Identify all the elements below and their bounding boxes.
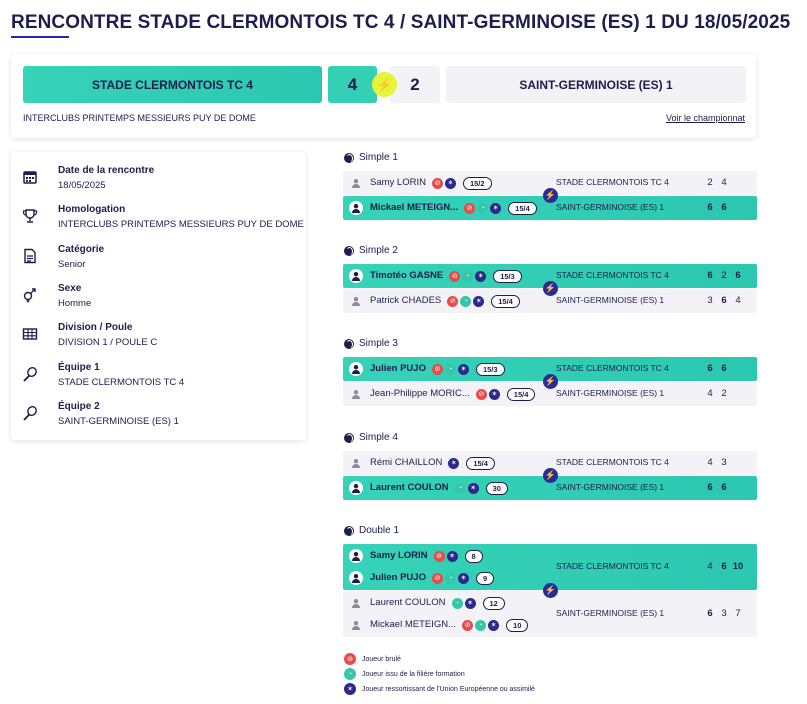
set-scores [703,482,731,493]
red-player-badge-icon: ⊘ [432,573,443,584]
set-score: 4 [707,388,713,399]
player-avatar-icon [349,176,363,190]
blue-player-badge-icon: ✶ [458,573,469,584]
tennis-ball-icon [344,526,354,536]
match-title-label: Simple 1 [359,152,398,163]
set-score: 3 [721,608,727,619]
blue-player-badge-icon: ✶ [488,620,499,631]
set-score: 3 [707,295,713,306]
green-player-badge-icon: ◔ [452,598,463,609]
set-score: 6 [707,608,713,619]
team-name: SAINT-GERMINOISE (ES) 1 [556,608,665,618]
away-score: 2 [390,66,440,103]
green-player-badge-icon: ◔ [475,620,486,631]
player-name[interactable]: Jean-Philippe MORIC... [370,388,470,399]
versus-bolt-icon: ⚡ [543,374,558,389]
player-ranking: 15/2 [463,177,492,190]
info-label: Équipe 2 [58,400,100,412]
legend-text: Joueur ressortissant de l'Union Européenne ou assimilé [362,685,535,693]
set-score: 4 [735,295,741,306]
document-icon [22,248,38,264]
legend-text: Joueur brulé [362,655,401,663]
player-name[interactable]: Mickael METEIGN... [370,619,457,630]
set-score: 2 [721,388,727,399]
set-scores [703,457,731,468]
set-score: 6 [707,202,713,213]
tennis-ball-icon [344,246,354,256]
player-avatar-icon [349,362,363,376]
player-name[interactable]: Julien PUJO [370,572,426,583]
legend-text: Joueur issu de la filière formation [362,670,465,678]
set-score: 4 [707,457,713,468]
player-name[interactable]: Julien PUJO [370,363,426,374]
page-title: RENCONTRE STADE CLERMONTOIS TC 4 / SAINT-GERMINOISE (ES) 1 DU 18/05/2025 [11,12,791,33]
set-scores [703,363,731,374]
versus-bolt-icon: ⚡ [543,188,558,203]
player-badges [432,573,469,584]
gender-icon [22,287,38,303]
racket-icon [22,366,38,382]
red-player-badge-icon: ⊘ [449,271,460,282]
player-ranking: 10 [506,619,528,632]
set-score: 6 [721,363,727,374]
green-player-badge-icon: ◔ [445,573,456,584]
blue-player-badge-icon: ✶ [473,296,484,307]
match-title-label: Simple 2 [359,245,398,256]
blue-player-badge-icon: ✶ [475,271,486,282]
player-ranking: 12 [483,597,505,610]
blue-player-badge-icon: ✶ [448,458,459,469]
blue-player-badge-icon: ✶ [489,389,500,400]
set-score: 3 [721,457,727,468]
green-player-badge-icon: ◔ [445,364,456,375]
set-scores [703,561,745,572]
versus-bolt-icon: ⚡ [543,281,558,296]
set-score: 4 [707,561,713,572]
blue-player-badge-icon: ✶ [465,598,476,609]
legend-item [344,653,401,665]
match-title [344,525,399,536]
team-name: STADE CLERMONTOIS TC 4 [556,457,669,467]
info-label: Catégorie [58,243,105,255]
team-name: SAINT-GERMINOISE (ES) 1 [556,202,665,212]
info-value: Homme [58,297,92,309]
set-score: 6 [707,363,713,374]
info-label: Date de la rencontre [58,165,155,176]
green-player-badge-icon: ◔ [477,203,488,214]
player-badges [434,551,458,562]
red-player-badge-icon: ⊘ [432,178,443,189]
match-info-card [11,152,306,440]
title-underline [11,36,69,38]
set-scores [703,177,731,188]
info-value: Senior [58,258,86,270]
info-label: Division / Poule [58,322,133,334]
set-score: 4 [721,177,727,188]
set-score: 2 [721,270,727,281]
racket-icon [22,405,38,421]
team-name: SAINT-GERMINOISE (ES) 1 [556,388,665,398]
red-player-badge-icon: ⊘ [464,203,475,214]
blue-player-badge-icon: ✶ [490,203,501,214]
player-name[interactable]: Samy LORIN [370,550,428,561]
player-avatar-icon [349,618,363,632]
home-team-name: STADE CLERMONTOIS TC 4 [23,66,322,103]
match-title [344,338,398,349]
versus-bolt-icon: ⚡ [543,468,558,483]
player-ranking: 15/4 [491,295,520,308]
player-badges [447,296,484,307]
team-name: SAINT-GERMINOISE (ES) 1 [556,295,665,305]
set-score: 7 [735,608,741,619]
view-championship-link[interactable]: Voir le championnat [665,113,745,123]
player-name[interactable]: Laurent COULON [370,482,449,493]
set-score: 6 [707,482,713,493]
info-value: 18/05/2025 [58,180,106,191]
set-scores [703,388,731,399]
match-title-label: Double 1 [359,525,400,536]
player-avatar-icon [349,456,363,470]
player-avatar-icon [349,269,363,283]
red-player-badge-icon: ⊘ [344,653,356,665]
green-player-badge-icon: ◔ [460,296,471,307]
info-label: Sexe [58,282,82,294]
player-ranking: 30 [486,482,508,495]
blue-player-badge-icon: ✶ [344,683,356,695]
player-name[interactable]: Laurent COULON [370,597,446,608]
trophy-icon [22,208,38,224]
match-title-label: Simple 3 [359,338,398,349]
versus-bolt-icon: ⚡ [543,583,558,598]
player-ranking: 15/4 [507,388,536,401]
blue-player-badge-icon: ✶ [447,551,458,562]
team-name: STADE CLERMONTOIS TC 4 [556,270,669,280]
blue-player-badge-icon: ✶ [458,364,469,375]
player-avatar-icon [349,596,363,610]
player-ranking: 15/3 [493,270,522,283]
versus-bolt-icon: ⚡ [372,72,397,97]
scoreboard-card [11,54,756,138]
calendar-icon [22,169,38,185]
green-player-badge-icon: ◔ [455,483,466,494]
blue-player-badge-icon: ✶ [445,178,456,189]
player-badges [476,389,500,400]
info-label: Équipe 1 [58,361,100,373]
info-value: STADE CLERMONTOIS TC 4 [58,376,185,388]
player-avatar-icon [349,571,363,585]
competition-name: INTERCLUBS PRINTEMPS MESSIEURS PUY DE DOME [23,113,256,123]
set-score: 6 [735,270,741,281]
player-avatar-icon [349,387,363,401]
player-ranking: 15/3 [476,363,505,376]
set-score: 10 [732,561,744,572]
set-score: 6 [721,202,727,213]
set-scores [703,295,745,306]
red-player-badge-icon: ⊘ [447,296,458,307]
green-player-badge-icon: ◔ [344,668,356,680]
set-score: 6 [707,270,713,281]
red-player-badge-icon: ⊘ [476,389,487,400]
team-name: SAINT-GERMINOISE (ES) 1 [556,482,665,492]
player-name[interactable]: Samy LORIN [370,177,426,188]
set-scores [703,608,745,619]
player-badges [432,364,469,375]
set-score: 2 [707,177,713,188]
red-player-badge-icon: ⊘ [432,364,443,375]
player-name[interactable]: Rémi CHAILLON [370,457,443,468]
player-ranking: 9 [476,572,494,585]
info-value: INTERCLUBS PRINTEMPS MESSIEURS PUY DE DOME [58,219,304,231]
player-avatar-icon [349,481,363,495]
player-ranking: 8 [465,550,483,563]
legend-item [344,668,465,680]
match-title [344,245,398,256]
player-badges [464,203,501,214]
red-player-badge-icon: ⊘ [434,551,445,562]
home-score: 4 [328,66,377,103]
blue-player-badge-icon: ✶ [468,483,479,494]
team-name: STADE CLERMONTOIS TC 4 [556,561,669,571]
match-title [344,152,398,163]
player-ranking: 15/4 [466,457,495,470]
player-avatar-icon [349,201,363,215]
player-badges [448,458,459,469]
player-badges [452,598,476,609]
player-name[interactable]: Timotéo GASNE [370,270,444,281]
player-avatar-icon [349,294,363,308]
player-badges [462,620,499,631]
match-title-label: Simple 4 [359,432,398,443]
player-badges [449,271,486,282]
tennis-ball-icon [344,433,354,443]
match-title [344,432,398,443]
player-name[interactable]: Mickael METEIGN... [370,202,459,213]
set-scores [703,202,731,213]
info-label: Homologation [58,204,126,216]
green-player-badge-icon: ◔ [462,271,473,282]
away-team-name: SAINT-GERMINOISE (ES) 1 [446,66,746,103]
red-player-badge-icon: ⊘ [462,620,473,631]
tennis-ball-icon [344,339,354,349]
table-icon [22,326,38,342]
team-name: STADE CLERMONTOIS TC 4 [556,363,669,373]
player-badges [455,483,479,494]
set-score: 6 [721,561,727,572]
player-name[interactable]: Patrick CHADES [370,295,442,306]
player-avatar-icon [349,549,363,563]
legend-item [344,683,535,695]
player-ranking: 15/4 [508,202,537,215]
set-score: 6 [721,295,727,306]
set-scores [703,270,745,281]
player-badges [432,178,456,189]
set-score: 6 [721,482,727,493]
tennis-ball-icon [344,153,354,163]
team-name: STADE CLERMONTOIS TC 4 [556,177,669,187]
info-value: DIVISION 1 / POULE C [58,337,158,349]
info-value: SAINT-GERMINOISE (ES) 1 [58,415,179,427]
